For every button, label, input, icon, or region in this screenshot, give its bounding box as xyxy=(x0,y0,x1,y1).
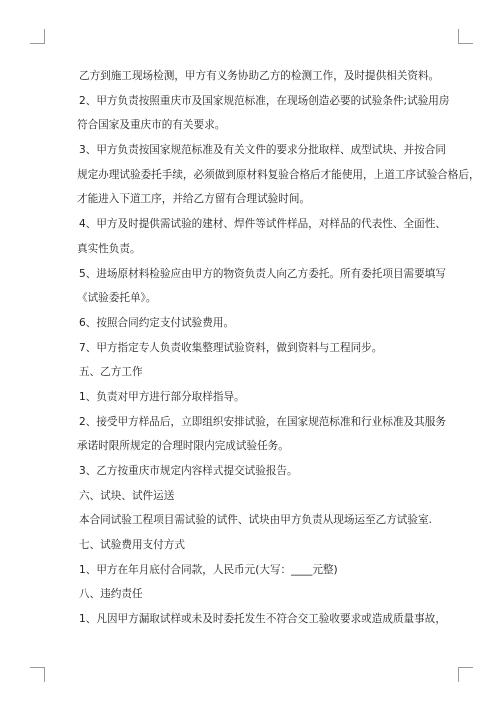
text-line: 本合同试验工程项目需试验的试件、试块由甲方负责从现场运至乙方试验室. xyxy=(79,514,432,527)
crop-mark-top-left xyxy=(30,29,45,44)
text-line: 乙方到施工现场检测，甲方有义务协助乙方的检测工作，及时提供相关资料。 xyxy=(79,70,440,82)
text-line: 符合国家及重庆市的有关要求。 xyxy=(77,119,226,132)
section-heading: 八、违约责任 xyxy=(79,588,143,601)
text-line: 3、乙方按重庆市规定内容样式提交试验报告。 xyxy=(79,465,298,477)
text-line: 规定办理试验委托手续，必须做到原材料复验合格后才能使用，上道工序试验合格后， xyxy=(77,168,480,181)
text-line: 1、负责对甲方进行部分取样指导。 xyxy=(79,390,245,403)
crop-mark-top-right xyxy=(458,29,473,44)
text-line: 3、甲方负责按国家规范标准及有关文件的要求分批取样、成型试块、并按合同 xyxy=(79,144,446,157)
section-heading: 五、乙方工作 xyxy=(79,366,143,379)
section-heading: 六、试块、试件运送 xyxy=(79,489,175,502)
text-line: 2、接受甲方样品后，立即组织安排试验，在国家规范标准和行业标准及其服务 xyxy=(79,415,446,428)
text-line: 1、甲方在年月底付合同款，人民币元(大写：____元整) xyxy=(79,563,338,576)
crop-mark-bottom-right xyxy=(458,667,473,682)
text-line: 2、甲方负责按照重庆市及国家规范标准，在现场创造必要的试验条件;试验用房 xyxy=(79,94,450,107)
section-heading: 七、试验费用支付方式 xyxy=(79,539,185,552)
crop-mark-bottom-left xyxy=(30,667,45,682)
text-line: 6、按照合同约定支付试验费用。 xyxy=(79,316,235,329)
text-line: 7、甲方指定专人负责收集整理试验资料，做到资料与工程同步。 xyxy=(79,341,383,354)
document-body xyxy=(77,64,480,632)
text-line: 真实性负责。 xyxy=(77,242,141,255)
text-line: 4、甲方及时提供需试验的建材、焊件等试件样品，对样品的代表性、全面性、 xyxy=(79,218,446,231)
text-line: 承诺时限所规定的合理时限内完成试验任务。 xyxy=(77,440,289,453)
text-line: 《试验委托单》。 xyxy=(77,292,157,305)
text-line: 1、凡因甲方漏取试样或未及时委托发生不符合交工验收要求或造成质量事故， xyxy=(79,613,446,626)
text-line: 才能进入下道工序，并给乙方留有合理试验时间。 xyxy=(77,193,311,206)
text-line: 5、进场原材料检验应由甲方的物资负责人向乙方委托。所有委托项目需要填写 xyxy=(79,267,446,280)
